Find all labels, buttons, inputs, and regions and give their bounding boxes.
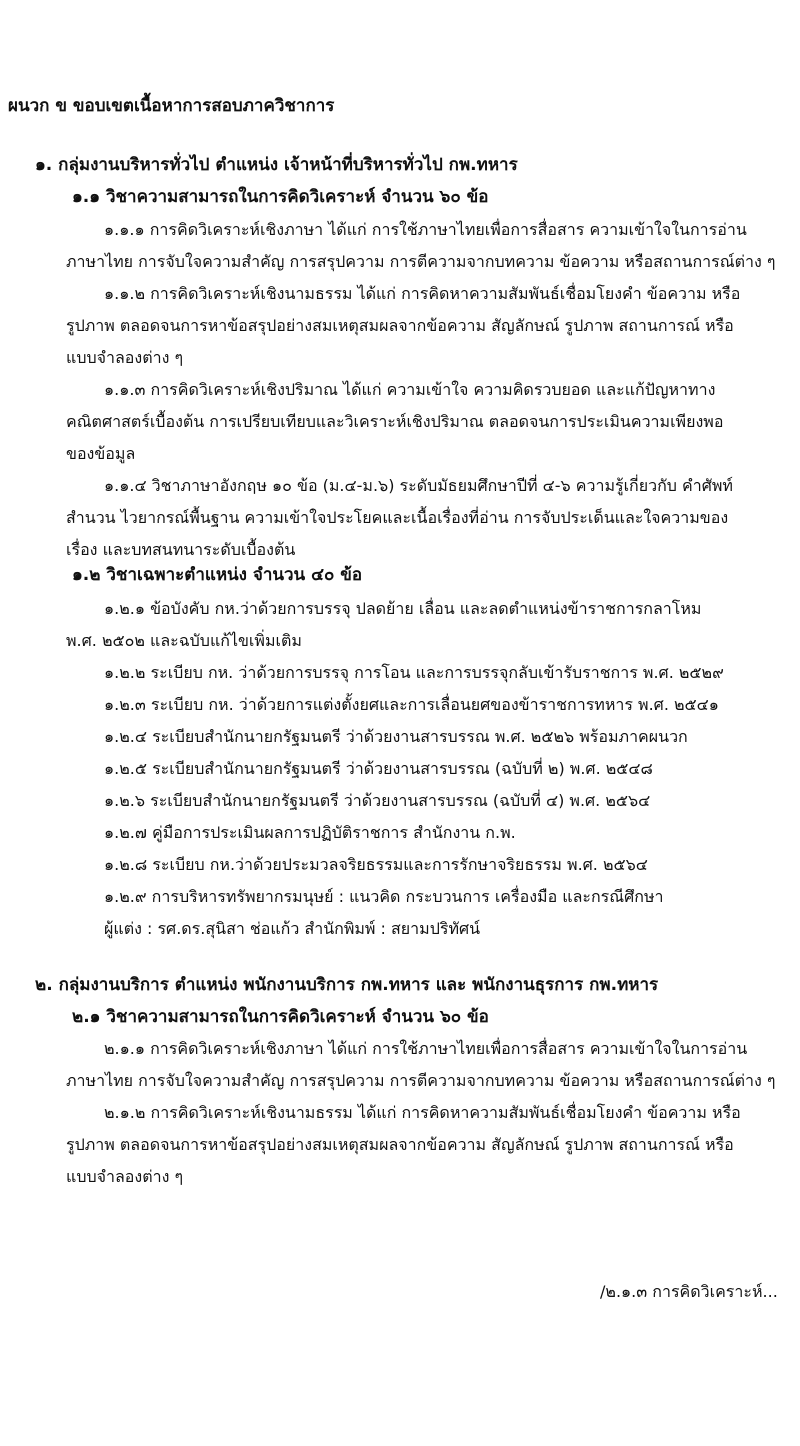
- item-1-1-3-line3: ของข้อมูล: [66, 444, 136, 463]
- item-2-1-2-line3: แบบจำลองต่าง ๆ: [66, 1167, 184, 1186]
- item-1-1-3-line2: คณิตศาสตร์เบื้องต้น การเปรียบเทียบและวิเคราะห์เชิงปริมาณ ตลอดจนการประเมินความเพียงพอ: [66, 412, 724, 431]
- item-1-2-1-line1: ๑.๒.๑ ข้อบังคับ กห.ว่าด้วยการบรรจุ ปลดย้าย เลื่อน และลดตำแหน่งข้าราชการกลาโหม: [104, 599, 702, 618]
- item-2-1-1-line1: ๒.๑.๑ การคิดวิเคราะห์เชิงภาษา ได้แก่ การใช้ภาษาไทยเพื่อการสื่อสาร ความเข้าใจในการอ่าน: [104, 1039, 748, 1058]
- section-2-1-heading: ๒.๑ วิชาความสามารถในการคิดวิเคราะห์ จำนวน ๖๐ ข้อ: [72, 1007, 489, 1027]
- item-1-2-3: ๑.๒.๓ ระเบียบ กห. ว่าด้วยการแต่งตั้งยศและการเลื่อนยศของข้าราชการทหาร พ.ศ. ๒๕๔๑: [104, 695, 719, 714]
- annex-title: ผนวก ข ขอบเขตเนื้อหาการสอบภาควิชาการ: [8, 96, 335, 116]
- section-1-1-heading: ๑.๑ วิชาความสามารถในการคิดวิเคราะห์ จำนวน ๖๐ ข้อ: [72, 187, 489, 207]
- item-1-2-9-line1: ๑.๒.๙ การบริหารทรัพยากรมนุษย์ : แนวคิด กระบวนการ เครื่องมือ และกรณีศึกษา: [104, 887, 664, 906]
- item-1-1-2-line2: รูปภาพ ตลอดจนการหาข้อสรุปอย่างสมเหตุสมผลจากข้อความ สัญลักษณ์ รูปภาพ สถานการณ์ หรือ: [66, 316, 734, 335]
- item-1-1-1-line1: ๑.๑.๑ การคิดวิเคราะห์เชิงภาษา ได้แก่ การใช้ภาษาไทยเพื่อการสื่อสาร ความเข้าใจในการอ่าน: [104, 220, 747, 239]
- item-2-1-1-line2: ภาษาไทย การจับใจความสำคัญ การสรุปความ การตีความจากบทความ ข้อความ หรือสถานการณ์ต่าง ๆ: [66, 1071, 776, 1090]
- section-1-heading: ๑. กลุ่มงานบริหารทั่วไป ตำแหน่ง เจ้าหน้าที่บริหารทั่วไป กพ.ทหาร: [35, 155, 518, 175]
- item-1-1-2-line1: ๑.๑.๒ การคิดวิเคราะห์เชิงนามธรรม ได้แก่ การคิดหาความสัมพันธ์เชื่อมโยงคำ ข้อความ หรือ: [104, 284, 741, 303]
- item-2-1-2-line2: รูปภาพ ตลอดจนการหาข้อสรุปอย่างสมเหตุสมผลจากข้อความ สัญลักษณ์ รูปภาพ สถานการณ์ หรือ: [66, 1135, 734, 1154]
- section-2-heading: ๒. กลุ่มงานบริการ ตำแหน่ง พนักงานบริการ กพ.ทหาร และ พนักงานธุรการ กพ.ทหาร: [35, 975, 659, 995]
- item-1-2-5: ๑.๒.๕ ระเบียบสำนักนายกรัฐมนตรี ว่าด้วยงานสารบรรณ (ฉบับที่ ๒) พ.ศ. ๒๕๔๘: [104, 759, 653, 778]
- item-1-1-2-line3: แบบจำลองต่าง ๆ: [66, 348, 184, 367]
- item-1-1-4-line3: เรื่อง และบทสนทนาระดับเบื้องต้น: [66, 540, 296, 559]
- item-1-2-8: ๑.๒.๘ ระเบียบ กห.ว่าด้วยประมวลจริยธรรมและการรักษาจริยธรรม พ.ศ. ๒๕๖๔: [104, 855, 648, 874]
- item-1-1-3-line1: ๑.๑.๓ การคิดวิเคราะห์เชิงปริมาณ ได้แก่ ความเข้าใจ ความคิดรวบยอด และแก้ปัญหาทาง: [104, 380, 716, 399]
- item-1-1-1-line2: ภาษาไทย การจับใจความสำคัญ การสรุปความ การตีความจากบทความ ข้อความ หรือสถานการณ์ต่าง ๆ: [66, 252, 776, 271]
- item-1-2-4: ๑.๒.๔ ระเบียบสำนักนายกรัฐมนตรี ว่าด้วยงานสารบรรณ พ.ศ. ๒๕๒๖ พร้อมภาคผนวก: [104, 727, 688, 746]
- section-1-2-heading: ๑.๒ วิชาเฉพาะตำแหน่ง จำนวน ๔๐ ข้อ: [72, 565, 363, 585]
- item-2-1-2-line1: ๒.๑.๒ การคิดวิเคราะห์เชิงนามธรรม ได้แก่ การคิดหาความสัมพันธ์เชื่อมโยงคำ ข้อความ หรือ: [104, 1103, 741, 1122]
- item-1-1-4-line1: ๑.๑.๔ วิชาภาษาอังกฤษ ๑๐ ข้อ (ม.๔-ม.๖) ระดับมัธยมศึกษาปีที่ ๔-๖ ความรู้เกี่ยวกับ คำศัพท์: [104, 476, 733, 495]
- item-1-2-7: ๑.๒.๗ คู่มือการประเมินผลการปฏิบัติราชการ สำนักงาน ก.พ.: [104, 823, 516, 842]
- item-1-2-9-line2: ผู้แต่ง : รศ.ดร.สุนิสา ช่อแก้ว สำนักพิมพ์ : สยามปริทัศน์: [104, 919, 481, 938]
- item-1-1-4-line2: สำนวน ไวยากรณ์พื้นฐาน ความเข้าใจประโยคและเนื้อเรื่องที่อ่าน การจับประเด็นและใจความของ: [66, 508, 729, 527]
- item-1-2-2: ๑.๒.๒ ระเบียบ กห. ว่าด้วยการบรรจุ การโอน และการบรรจุกลับเข้ารับราชการ พ.ศ. ๒๕๒๙: [104, 663, 724, 682]
- item-1-2-6: ๑.๒.๖ ระเบียบสำนักนายกรัฐมนตรี ว่าด้วยงานสารบรรณ (ฉบับที่ ๔) พ.ศ. ๒๕๖๔: [104, 791, 651, 810]
- continuation-marker: /๒.๑.๓ การคิดวิเคราะห์...: [600, 1282, 778, 1301]
- item-1-2-1-line2: พ.ศ. ๒๕๐๒ และฉบับแก้ไขเพิ่มเติม: [66, 631, 302, 650]
